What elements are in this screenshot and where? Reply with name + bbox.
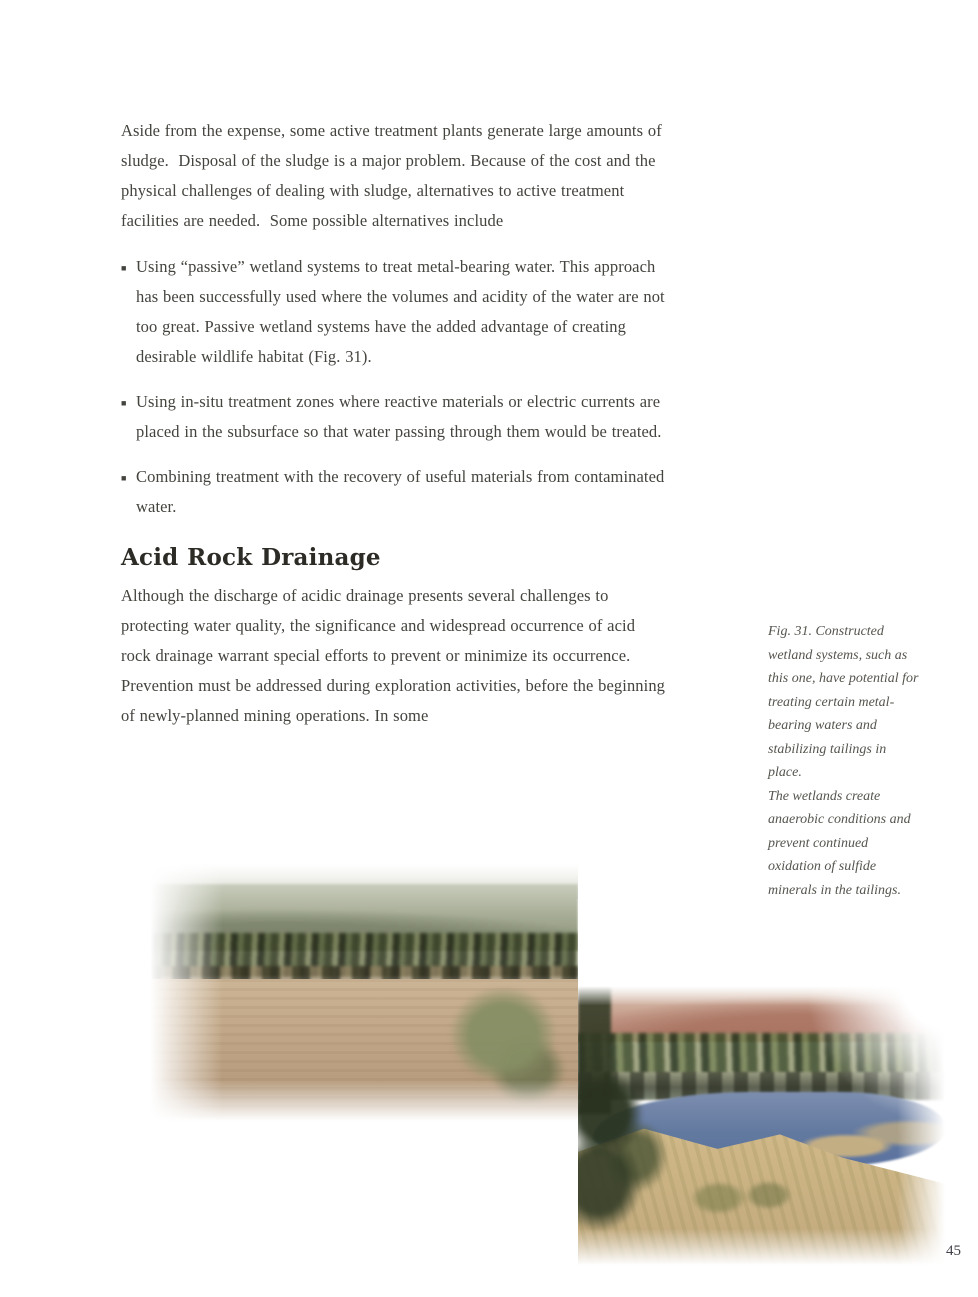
- section-paragraph: Although the discharge of acidic drainage presents several challenges to protecting water quality, the significance and widespread occurrence of acid rock drainage warrant special efforts to prevent or minimize its occurrence. Prevention must be addressed during exploration activities, before the beginning of newly-planned mining operations. In some: [121, 586, 670, 725]
- section-heading-acid-rock-drainage: Acid Rock Drainage: [121, 544, 381, 571]
- figure-caption-part1: Fig. 31. Constructed wetland systems, such as this one, have potential for treating certain metal-bearing waters and stabilizing tailings in place.: [768, 624, 919, 780]
- photo2-edge-fade: [578, 986, 945, 1265]
- figure-caption-part2: The wetlands create anaerobic conditions and prevent continued oxidation of sulfide minerals in the tailings.: [768, 788, 911, 898]
- figure-photo-wetland-pond: [578, 986, 945, 1265]
- square-bullet-icon: ■: [121, 398, 127, 408]
- square-bullet-icon: ■: [121, 473, 127, 483]
- square-bullet-icon: ■: [121, 263, 127, 273]
- figure-photo-dry-field: [150, 863, 578, 1121]
- intro-paragraph: Aside from the expense, some active treatment plants generate large amounts of sludge. Disposal of the sludge is a major problem. Because of the cost and the physical challenges of dealing with sludge, alternatives to active treatment facilities are needed. Some possible alternatives include: [121, 121, 667, 230]
- bullet-item-combined-treatment: [121, 462, 669, 522]
- bullet-item-text: Combining treatment with the recovery of useful materials from contaminated water.: [136, 467, 665, 516]
- bullet-item-text: Using “passive” wetland systems to treat metal-bearing water. This approach has been successfully used where the volumes and acidity of the water are not too great. Passive wetland systems have the added advantage of creating desirable wildlife habitat (Fig. 31).: [136, 257, 665, 366]
- page-number: 45: [946, 1243, 961, 1259]
- figure-caption: [768, 620, 920, 902]
- bullet-item-text: Using in-situ treatment zones where reactive materials or electric currents are placed in the subsurface so that water passing through them would be treated.: [136, 392, 662, 441]
- alternatives-bullet-list: [121, 252, 669, 522]
- bullet-item-in-situ-treatment: [121, 387, 669, 447]
- bullet-item-passive-wetlands: [121, 252, 669, 372]
- main-text-column: [121, 116, 669, 731]
- photo1-edge-fade: [150, 863, 578, 1121]
